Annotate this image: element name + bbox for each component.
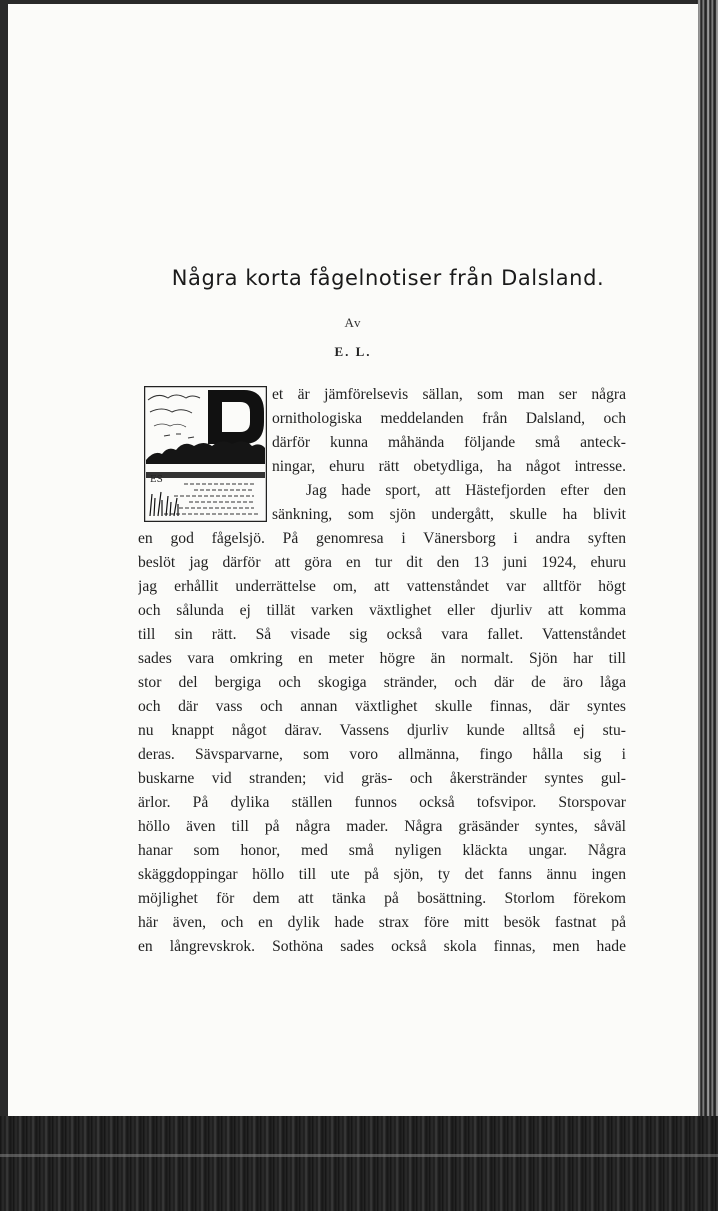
text-line: och där vass och annan växtlighet skulle finnas, där syntes [138,698,626,715]
text-line: en god fågelsjö. På genomresa i Vänersborg i andra syften [138,530,626,547]
text-line: beslöt jag därför att göra en tur dit den 13 juni 1924, ehuru [138,554,626,571]
article-title: Några korta fågelnotiser från Dalsland. [171,266,605,290]
text-line: nu knappt något därav. Vassens djurliv kunde alltså ej stu- [138,722,626,739]
text-line: möjlighet för dem att tänka på bosättning. Storlom förekom [138,890,626,907]
text-line: ornithologiska meddelanden från Dalsland, och [272,410,626,427]
text-line: till sin rätt. Så visade sig också vara fallet. Vattenståndet [138,626,626,643]
text-line: stor del bergiga och skogiga stränder, och där de äro låga [138,674,626,691]
text-line: ärlor. På dylika ställen funnos också tofsvipor. Storspovar [138,794,626,811]
drop-cap-illustration [144,386,267,522]
author-initials: E. L. [334,344,372,359]
text-line: Jag hade sport, att Hästefjorden efter den [306,482,626,499]
text-line: därför kunna måhända följande små anteck- [272,434,626,451]
text-line: och sålunda ej tillät varken växtlighet eller djurliv att komma [138,602,626,619]
text-line: ningar, ehuru rätt obetydliga, ha något intresse. [272,458,626,475]
text-line: höllo även till på några mader. Några gräsänder syntes, såväl [138,818,626,835]
text-line: jag erhållit underrättelse om, att vattenståndet var alltför högt [138,578,626,595]
byline: Av [344,315,362,330]
scan-edge-bottom [0,1116,718,1211]
svg-text:ES: ES [150,475,163,485]
text-line: här även, och en dylik hade strax före mitt besök fastnat på [138,914,626,931]
text-line: et är jämförelsevis sällan, som man ser några [272,386,626,403]
scan-edge-right [696,0,718,1211]
text-line: sades vara omkring en meter högre än normalt. Sjön har till [138,650,626,667]
text-line: hanar som honor, med små nyligen kläckta ungar. Några [138,842,626,859]
text-line: deras. Sävsparvarne, som voro allmänna, fingo hålla sig i [138,746,626,763]
text-line: en långrevskrok. Sothöna sades också skola finnas, men hade [138,938,626,955]
drop-cap-letter [8,4,9,5]
text-line: sänkning, som sjön undergått, skulle ha blivit [272,506,626,523]
text-line: buskarne vid stranden; vid gräs- och åkerstränder syntes gul- [138,770,626,787]
text-line: skäggdoppingar höllo till ute på sjön, ty det fanns ännu ingen [138,866,626,883]
book-page [8,4,698,1116]
